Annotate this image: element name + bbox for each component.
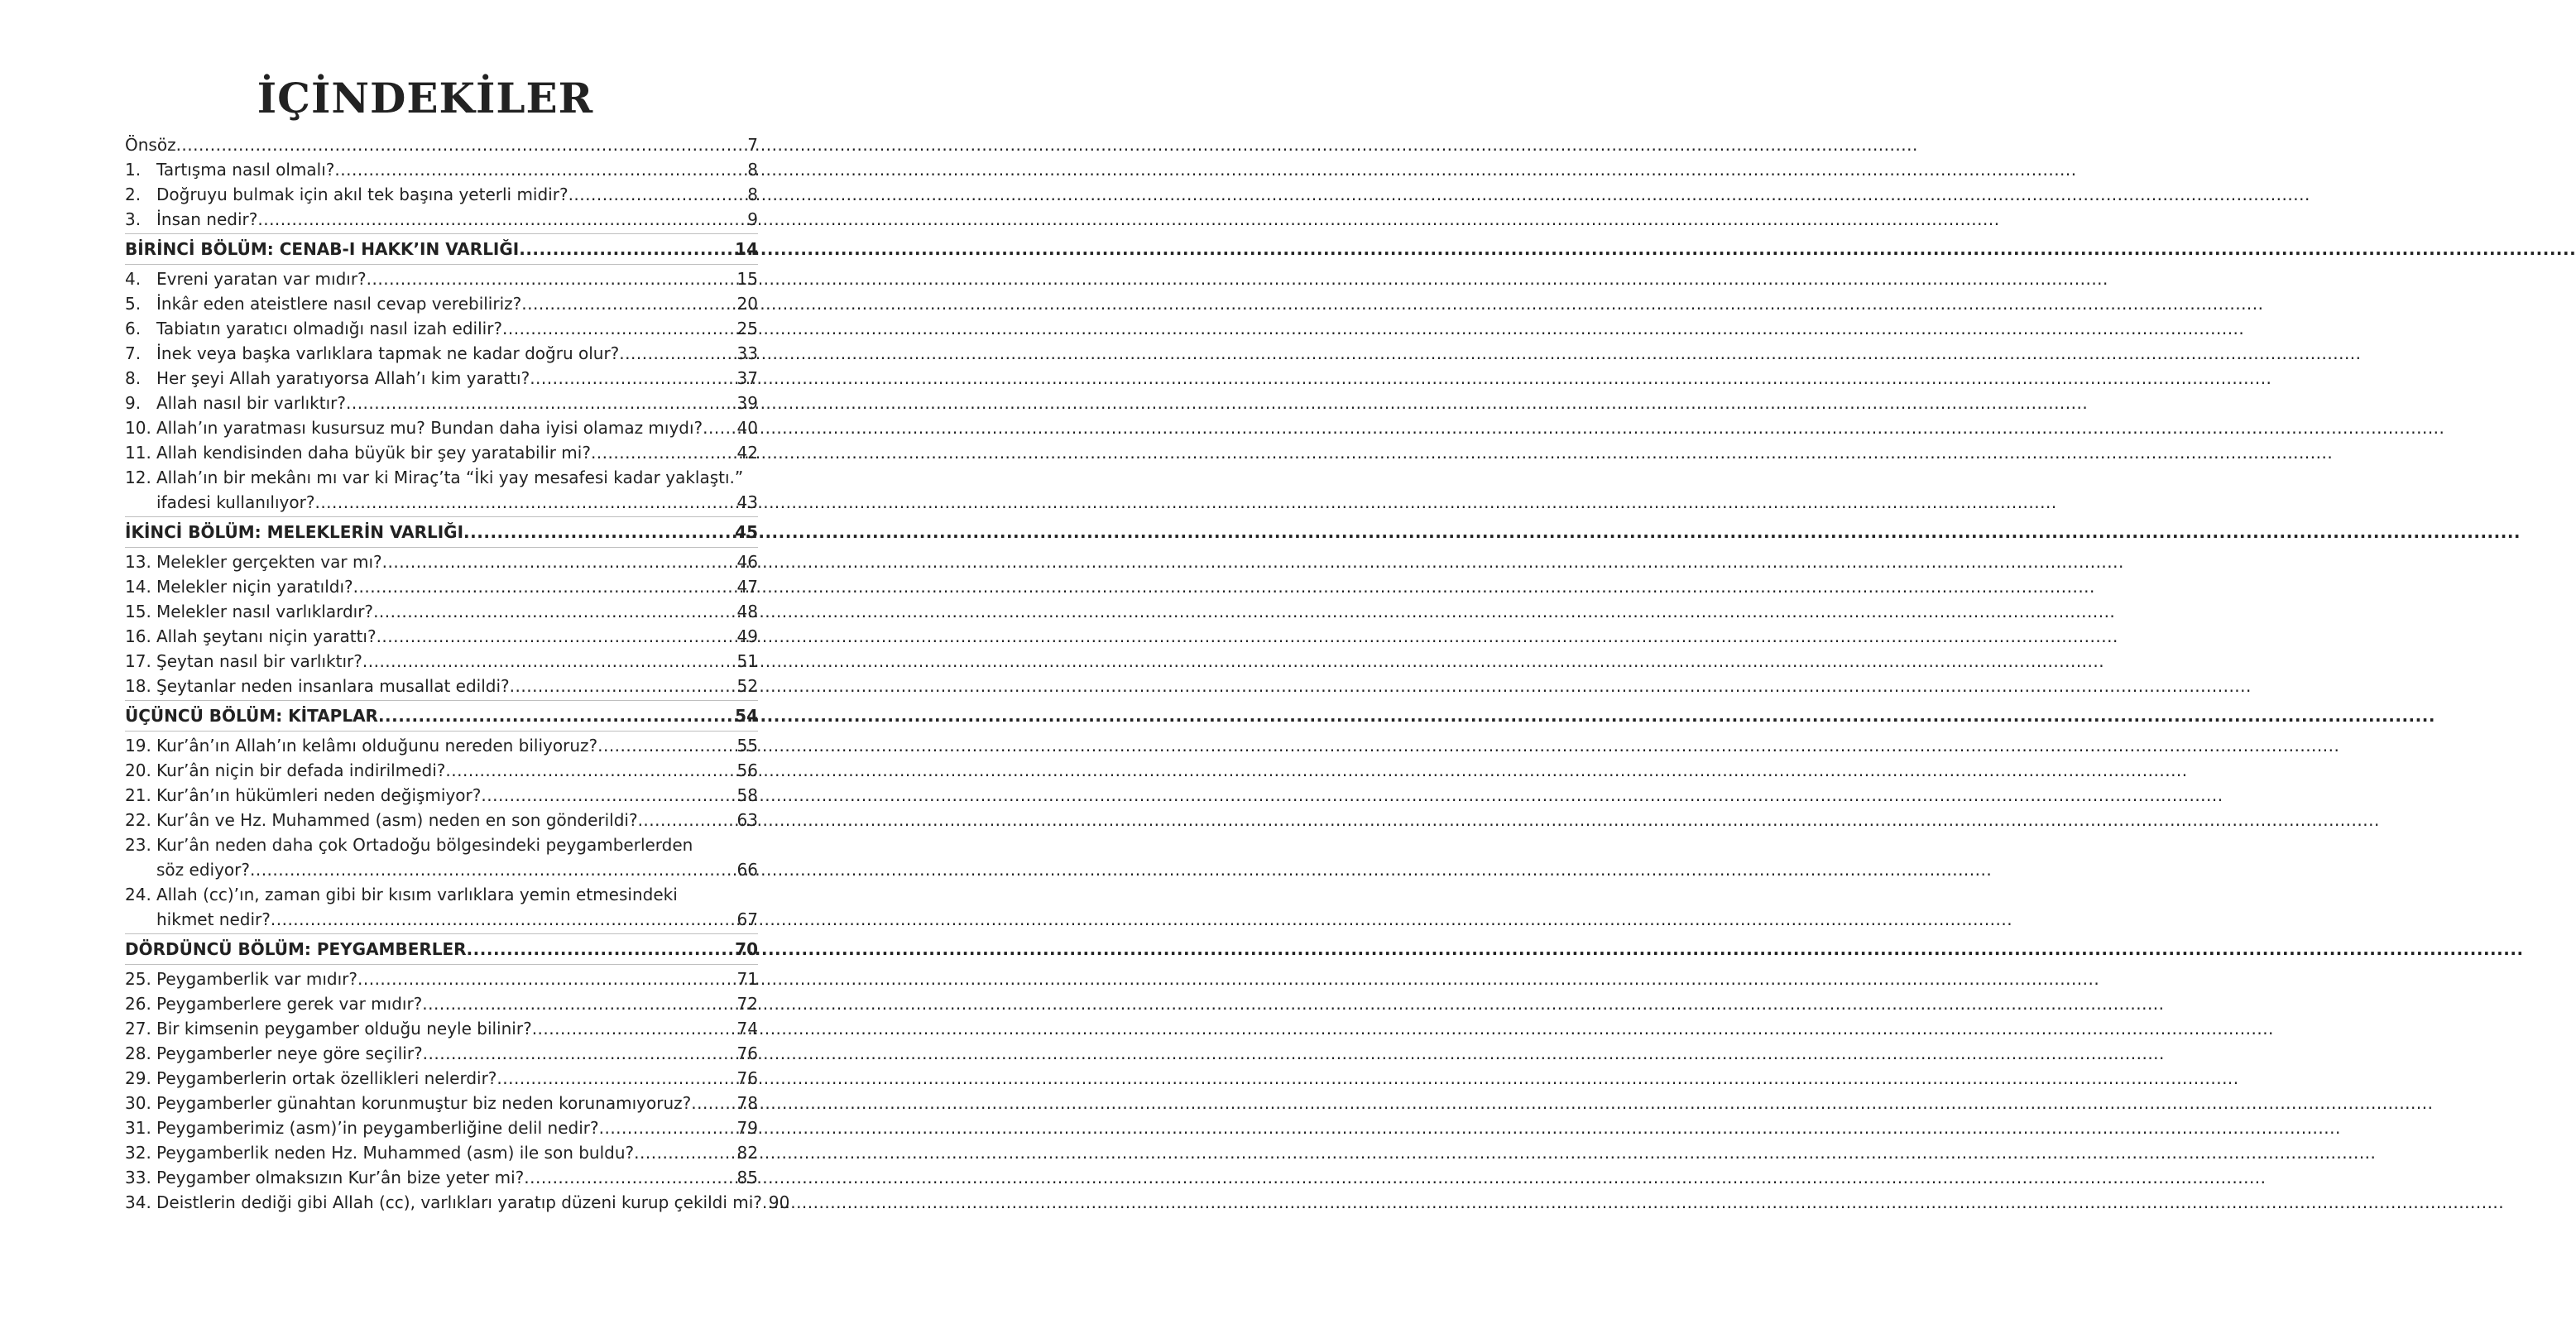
page-number: 45 — [735, 522, 758, 542]
chapter-heading[interactable] — [125, 700, 758, 732]
toc-entry[interactable] — [125, 440, 758, 465]
chapter-title: İKİNCİ BÖLÜM: MELEKLERİN VARLIĞI — [125, 522, 464, 542]
page-number: 63 — [736, 810, 758, 830]
entry-text: Allah nasıl bir varlıktır? — [156, 393, 346, 413]
leader-dots — [496, 1066, 736, 1091]
page-number: 25 — [736, 319, 758, 338]
entry-number: 20. — [125, 760, 151, 780]
chapter-heading[interactable] — [125, 516, 758, 548]
toc-entry[interactable] — [125, 808, 758, 832]
entry-text-continued: söz ediyor? — [156, 860, 250, 880]
page-number: 78 — [736, 1093, 758, 1113]
leader-dots — [597, 733, 736, 758]
leader-dots — [445, 758, 736, 783]
entry-text: Peygamber olmaksızın Kur’ân bize yeter mi? — [156, 1168, 525, 1187]
leader-dots — [271, 907, 737, 932]
page-number: 9 — [747, 209, 758, 229]
entry-number: 26. — [125, 994, 151, 1014]
page-number: 54 — [735, 706, 758, 726]
entry-text: Allah (cc)’ın, zaman gibi bir kısım varlıklara yemin etmesindeki — [156, 885, 678, 904]
leader-dots — [334, 157, 747, 182]
page-number: 56 — [736, 760, 758, 780]
page-number: 52 — [736, 676, 758, 696]
leader-dots — [591, 440, 737, 465]
page-number: 72 — [736, 994, 758, 1014]
entry-text: Deistlerin dediği gibi Allah (cc), varlıkları yaratıp düzeni kurup çekildi mi? — [156, 1192, 762, 1212]
entry-text: Bir kimsenin peygamber olduğu neyle bilinir? — [156, 1019, 532, 1039]
entry-text: Her şeyi Allah yaratıyorsa Allah’ı kim yarattı? — [156, 368, 530, 388]
leader-dots — [634, 1140, 736, 1165]
leader-dots — [568, 182, 748, 207]
entry-text: Allah kendisinden daha büyük bir şey yaratabilir mi? — [156, 443, 591, 463]
entry-text: Allah’ın bir mekânı mı var ki Miraç’ta “İki yay mesafesi kadar yaklaştı.” — [156, 468, 744, 487]
toc-entry[interactable] — [125, 391, 758, 415]
leader-dots — [519, 234, 735, 264]
entry-number: 33. — [125, 1168, 151, 1187]
entry-text: Evreni yaratan var mıdır? — [156, 269, 367, 289]
entry-number: 32. — [125, 1143, 151, 1163]
entry-text: Peygamberimiz (asm)’in peygamberliğine delil nedir? — [156, 1118, 599, 1138]
page-number: 8 — [747, 185, 758, 204]
entry-number: 34. — [125, 1192, 151, 1212]
entry-text: Kur’ân’ın Allah’ın kelâmı olduğunu nereden biliyoruz? — [156, 736, 598, 756]
entry-text: Kur’ân niçin bir defada indirilmedi? — [156, 760, 446, 780]
page-number: 76 — [736, 1043, 758, 1063]
page-number: 8 — [747, 160, 758, 180]
entry-text: Tabiatın yaratıcı olmadığı nasıl izah edilir? — [156, 319, 503, 338]
toc-entry[interactable] — [125, 1041, 758, 1066]
entry-number: 19. — [125, 736, 151, 756]
entry-number: 22. — [125, 810, 151, 830]
page-number: 47 — [736, 577, 758, 597]
leader-dots — [481, 783, 736, 808]
leader-dots — [314, 490, 736, 515]
page-number: 49 — [736, 626, 758, 646]
entry-text: Kur’ân neden daha çok Ortadoğu bölgesindeki peygamberlerden — [156, 835, 693, 855]
page-number: 7 — [747, 135, 758, 155]
toc-entry[interactable] — [125, 207, 758, 232]
entry-number: 13. — [125, 552, 151, 572]
leader-dots — [382, 549, 737, 574]
page-number: 39 — [736, 393, 758, 413]
entry-number: 4. — [125, 269, 142, 289]
entry-number: 21. — [125, 785, 151, 805]
entry-text: Melekler nasıl varlıklardır? — [156, 602, 374, 621]
leader-dots — [346, 391, 737, 415]
toc-entry[interactable] — [125, 991, 758, 1016]
entry-text: Peygamberlik neden Hz. Muhammed (asm) ile son buldu? — [156, 1143, 635, 1163]
toc-entry[interactable] — [125, 157, 758, 182]
leader-dots — [638, 808, 737, 832]
entry-text: Peygamberler neye göre seçilir? — [156, 1043, 423, 1063]
page-number: 90 — [768, 1192, 790, 1212]
leader-dots — [524, 1165, 736, 1190]
entry-text: Melekler gerçekten var mı? — [156, 552, 382, 572]
entry-text: Peygamberlik var mıdır? — [156, 969, 357, 989]
entry-number: 28. — [125, 1043, 151, 1063]
page-number: 40 — [736, 418, 758, 438]
chapter-title: DÖRDÜNCÜ BÖLÜM: PEYGAMBERLER — [125, 939, 467, 959]
toc-entry[interactable] — [125, 1140, 758, 1165]
entry-text: Peygamberlere gerek var mıdır? — [156, 994, 423, 1014]
entry-number: 3. — [125, 209, 142, 229]
page-number: 43 — [736, 492, 758, 512]
leader-dots — [373, 599, 736, 624]
entry-text: Tartışma nasıl olmalı? — [156, 160, 335, 180]
leader-dots — [619, 341, 736, 366]
toc-entry[interactable] — [125, 967, 758, 991]
entry-number: 2. — [125, 185, 142, 204]
page-number: 55 — [736, 736, 758, 756]
toc-entry[interactable] — [125, 1091, 758, 1115]
toc-entry[interactable] — [125, 649, 758, 674]
leader-dots — [378, 701, 735, 731]
entry-text: İnkâr eden ateistlere nasıl cevap verebiliriz? — [156, 294, 522, 314]
page-number: 51 — [736, 651, 758, 671]
chapter-title: BİRİNCİ BÖLÜM: CENAB-I HAKK’IN VARLIĞI — [125, 239, 520, 259]
leader-dots — [357, 967, 737, 991]
toc-entry-continuation[interactable] — [125, 907, 758, 932]
entry-number: 23. — [125, 835, 151, 855]
leader-dots — [463, 517, 735, 547]
page-number: 48 — [736, 602, 758, 621]
entry-text: Şeytanlar neden insanlara musallat edildi? — [156, 676, 510, 696]
leader-dots — [250, 857, 737, 882]
entry-text: İnsan nedir? — [156, 209, 258, 229]
page-number: 82 — [736, 1143, 758, 1163]
leader-dots — [362, 649, 737, 674]
toc-entry[interactable] — [125, 1016, 758, 1041]
leader-dots — [367, 266, 737, 291]
toc-entry[interactable] — [125, 291, 758, 316]
entry-text-continued: ifadesi kullanılıyor? — [156, 492, 315, 512]
entry-number: 5. — [125, 294, 142, 314]
entry-number: 18. — [125, 676, 151, 696]
entry-number: 24. — [125, 885, 151, 904]
page-number: 46 — [736, 552, 758, 572]
page-number: 71 — [736, 969, 758, 989]
toc-entry[interactable] — [125, 674, 758, 698]
entry-text: Kur’ân ve Hz. Muhammed (asm) neden en son gönderildi? — [156, 810, 638, 830]
leader-dots — [422, 991, 736, 1016]
entry-number: 15. — [125, 602, 151, 621]
page-number: 76 — [736, 1068, 758, 1088]
table-of-contents — [125, 132, 790, 1215]
leader-dots — [762, 1190, 769, 1215]
entry-number: 17. — [125, 651, 151, 671]
toc-entry[interactable] — [125, 341, 758, 366]
chapter-title: ÜÇÜNCÜ BÖLÜM: KİTAPLAR — [125, 706, 378, 726]
entry-number: 8. — [125, 368, 142, 388]
entry-number: 27. — [125, 1019, 151, 1039]
entry-text: Peygamberler günahtan korunmuştur biz neden korunamıyoruz? — [156, 1093, 692, 1113]
entry-number: 11. — [125, 443, 151, 463]
entry-text: Doğruyu bulmak için akıl tek başına yeterli midir? — [156, 185, 568, 204]
entry-text: İnek veya başka varlıklara tapmak ne kadar doğru olur? — [156, 343, 620, 363]
entry-number: 7. — [125, 343, 142, 363]
page-number: 58 — [736, 785, 758, 805]
toc-entry[interactable] — [125, 733, 758, 758]
toc-entry[interactable] — [125, 415, 758, 440]
leader-dots — [510, 674, 737, 698]
toc-entry[interactable] — [125, 316, 758, 341]
entry-text: Peygamberlerin ortak özellikleri nelerdir? — [156, 1068, 497, 1088]
toc-entry[interactable] — [125, 882, 758, 907]
leader-dots — [691, 1091, 736, 1115]
toc-entry[interactable] — [125, 1165, 758, 1190]
toc-entry[interactable] — [125, 758, 758, 783]
chapter-heading[interactable] — [125, 933, 758, 965]
page-number: 42 — [736, 443, 758, 463]
entry-text: Önsöz — [125, 135, 176, 155]
toc-entry[interactable] — [125, 366, 758, 391]
toc-entry-continuation[interactable] — [125, 857, 758, 882]
entry-number: 31. — [125, 1118, 151, 1138]
toc-entry[interactable] — [125, 132, 758, 157]
entry-number: 10. — [125, 418, 151, 438]
page-number: 33 — [736, 343, 758, 363]
leader-dots — [532, 1016, 737, 1041]
entry-number: 14. — [125, 577, 151, 597]
page-number: 14 — [735, 239, 758, 259]
entry-number: 1. — [125, 160, 142, 180]
toc-entry[interactable] — [125, 783, 758, 808]
leader-dots — [467, 934, 736, 964]
entry-text: Melekler niçin yaratıldı? — [156, 577, 353, 597]
leader-dots — [599, 1115, 737, 1140]
leader-dots — [377, 624, 737, 649]
toc-entry-continuation[interactable] — [125, 490, 758, 515]
entry-text: Kur’ân’ın hükümleri neden değişmiyor? — [156, 785, 482, 805]
entry-number: 25. — [125, 969, 151, 989]
leader-dots — [353, 574, 737, 599]
toc-entry[interactable] — [125, 832, 758, 857]
toc-entry[interactable] — [125, 549, 758, 574]
entry-number: 9. — [125, 393, 142, 413]
entry-number: 16. — [125, 626, 151, 646]
entry-text-continued: hikmet nedir? — [156, 909, 271, 929]
leader-dots — [521, 291, 736, 316]
leader-dots — [257, 207, 747, 232]
entry-number: 30. — [125, 1093, 151, 1113]
leader-dots — [703, 415, 736, 440]
entry-number: 6. — [125, 319, 142, 338]
entry-number: 29. — [125, 1068, 151, 1088]
leader-dots — [176, 132, 748, 157]
toc-entry[interactable] — [125, 1115, 758, 1140]
page-number: 37 — [736, 368, 758, 388]
page-number: 79 — [736, 1118, 758, 1138]
toc-entry[interactable] — [125, 182, 758, 207]
page-title: İÇİNDEKİLER — [257, 74, 594, 122]
leader-dots — [502, 316, 737, 341]
toc-entry[interactable] — [125, 465, 758, 490]
toc-entry[interactable] — [125, 1066, 758, 1091]
toc-entry[interactable] — [125, 266, 758, 291]
entry-number: 12. — [125, 468, 151, 487]
toc-entry[interactable] — [125, 1190, 790, 1215]
leader-dots — [530, 366, 736, 391]
page-number: 70 — [735, 939, 758, 959]
page-number: 74 — [736, 1019, 758, 1039]
page-number: 15 — [736, 269, 758, 289]
entry-text: Allah’ın yaratması kusursuz mu? Bundan daha iyisi olamaz mıydı? — [156, 418, 703, 438]
toc-entry[interactable] — [125, 574, 758, 599]
entry-text: Allah şeytanı niçin yarattı? — [156, 626, 377, 646]
page-number: 66 — [736, 860, 758, 880]
leader-dots — [423, 1041, 737, 1066]
entry-text: Şeytan nasıl bir varlıktır? — [156, 651, 362, 671]
page-number: 20 — [736, 294, 758, 314]
page-number: 67 — [736, 909, 758, 929]
toc-entry[interactable] — [125, 599, 758, 624]
toc-entry[interactable] — [125, 624, 758, 649]
chapter-heading[interactable] — [125, 233, 758, 265]
page-number: 85 — [736, 1168, 758, 1187]
toc-page — [0, 0, 851, 1324]
